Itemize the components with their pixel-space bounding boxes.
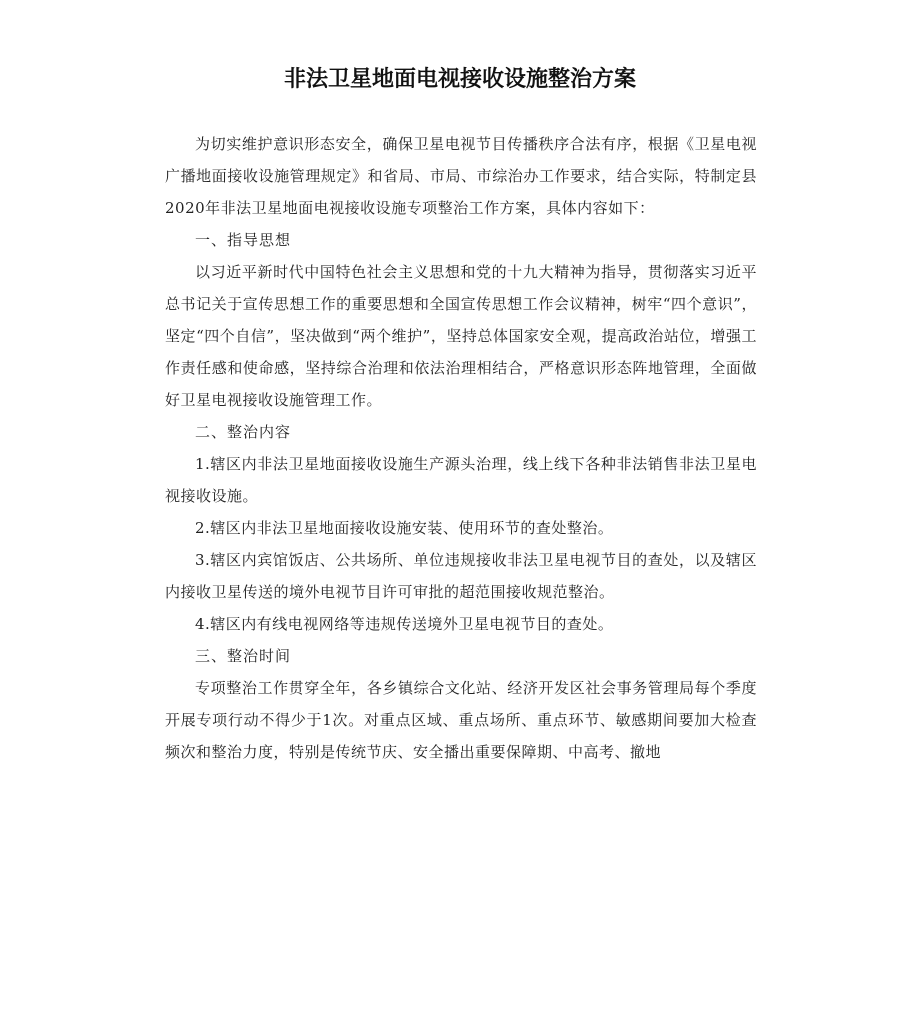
- content-item-3: 3.辖区内宾馆饭店、公共场所、单位违规接收非法卫星电视节目的查处，以及辖区内接收卫星传送的境外电视节目许可审批的超范围接收规范整治。: [165, 551, 757, 601]
- guiding-thought-paragraph: 以习近平新时代中国特色社会主义思想和党的十九大精神为指导，贯彻落实习近平总书记关于宣传思想工作的重要思想和全国宣传思想工作会议精神，树牢“四个意识”，坚定“四个自信”，坚决做到“两个维护”，坚持总体国家安全观，提高政治站位，增强工作责任感和使命感，坚持综合治理和依法治理相结合，严格意识形态阵地管理，全面做好卫星电视接收设施管理工作。: [165, 263, 757, 409]
- section-heading-rectification-content: 二、整治内容: [195, 423, 292, 441]
- content-item-1: 1.辖区内非法卫星地面接收设施生产源头治理，线上线下各种非法销售非法卫星电视接收设施。: [165, 455, 757, 505]
- rectification-time-paragraph: 专项整治工作贯穿全年，各乡镇综合文化站、经济开发区社会事务管理局每个季度开展专项行动不得少于1次。对重点区域、重点场所、重点环节、敏感期间要加大检查频次和整治力度，特别是传统节庆、安全播出重要保障期、中高考、撤地: [165, 679, 757, 761]
- section-heading-guiding-thought: 一、指导思想: [195, 231, 292, 249]
- section-heading-rectification-time: 三、整治时间: [195, 647, 292, 665]
- content-item-2: 2.辖区内非法卫星地面接收设施安装、使用环节的查处整治。: [195, 519, 614, 537]
- content-item-4: 4.辖区内有线电视网络等违规传送境外卫星电视节目的查处。: [195, 615, 614, 633]
- document-body: [165, 128, 757, 768]
- document-title: 非法卫星地面电视接收设施整治方案: [283, 67, 636, 92]
- intro-paragraph: 为切实维护意识形态安全，确保卫星电视节目传播秩序合法有序，根据《卫星电视广播地面接收设施管理规定》和省局、市局、市综治办工作要求，结合实际，特制定县2020年非法卫星地面电视接收设施专项整治工作方案，具体内容如下：: [165, 135, 757, 217]
